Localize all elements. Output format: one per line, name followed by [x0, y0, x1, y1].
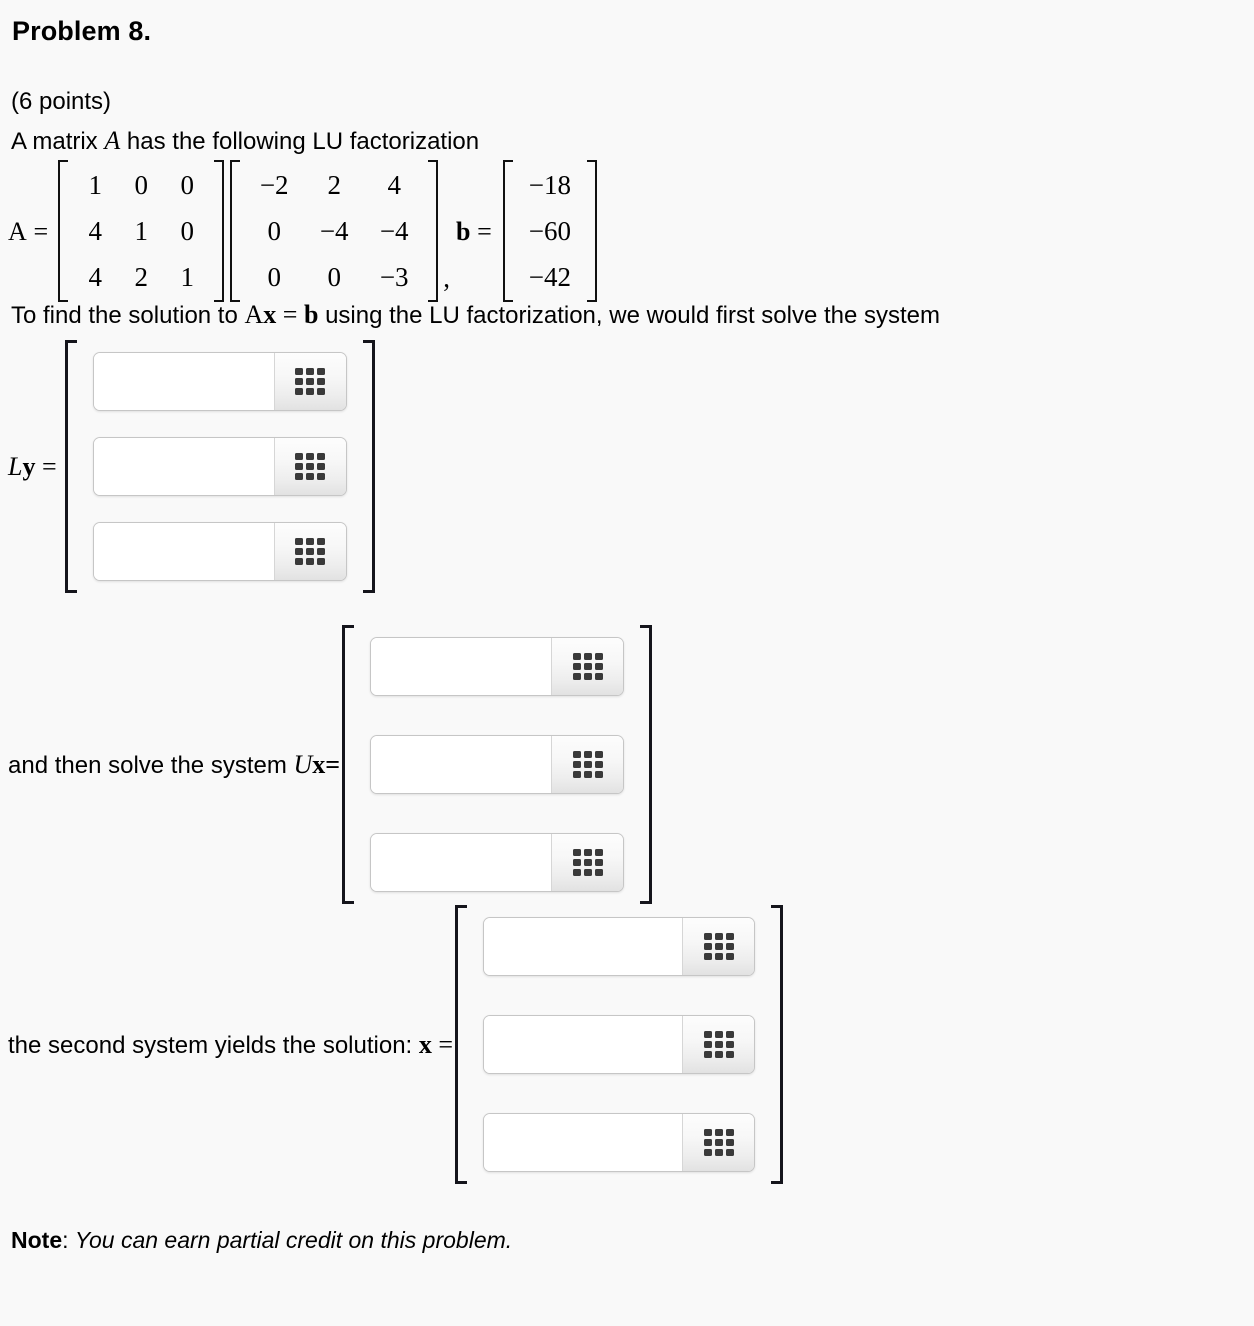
matrix-palette-button[interactable]	[274, 353, 346, 410]
answer-vector-ux	[8, 625, 654, 904]
bracket-right	[638, 625, 654, 904]
answer-field-row-1[interactable]	[370, 637, 624, 696]
matrix-cell: −4	[319, 216, 349, 246]
bracket-right	[769, 905, 785, 1184]
symbol-x: x	[418, 1029, 432, 1059]
grid-3x3-icon	[573, 849, 603, 876]
symbol-U: U	[293, 749, 313, 779]
bracket-left	[453, 905, 469, 1184]
answer-input[interactable]	[371, 638, 551, 695]
bracket-left	[55, 160, 68, 302]
matrix-cell: 1	[88, 170, 102, 200]
matrix-cell: −3	[379, 262, 409, 292]
intro-prefix: A matrix	[11, 128, 105, 155]
matrix-cell: 1	[134, 216, 148, 246]
grid-3x3-icon	[704, 933, 734, 960]
matrix-U	[227, 160, 441, 302]
matrix-palette-button[interactable]	[274, 523, 346, 580]
matrix-palette-button[interactable]	[682, 1016, 754, 1073]
grid-3x3-icon	[573, 653, 603, 680]
answer-field-row-1[interactable]	[483, 917, 755, 976]
matrix-cell: 4	[88, 216, 102, 246]
page-title: Problem 8.	[12, 16, 152, 46]
matrix-cell: 4	[387, 170, 401, 200]
matrix-cell: 0	[134, 170, 148, 200]
matrix-palette-button[interactable]	[274, 438, 346, 495]
matrix-cell: 4	[88, 262, 102, 292]
bracket-right	[587, 160, 600, 302]
answer-field-row-2[interactable]	[370, 735, 624, 794]
matrix-cell: −42	[528, 262, 571, 292]
note-text: Note: You can earn partial credit on this problem.	[11, 1227, 513, 1253]
matrix-palette-button[interactable]	[551, 736, 623, 793]
matrix-cell: 0	[180, 170, 194, 200]
matrix-cell: 0	[267, 262, 281, 292]
grid-3x3-icon	[573, 751, 603, 778]
answer-vector-x	[8, 905, 785, 1184]
points-label: (6 points)	[11, 88, 112, 115]
grid-3x3-icon	[295, 368, 325, 395]
intro-text	[11, 126, 479, 156]
symbol-x: x	[263, 300, 277, 329]
matrix-palette-button[interactable]	[551, 834, 623, 891]
matrix-cell: 2	[134, 262, 148, 292]
answer-field-row-1[interactable]	[93, 352, 347, 411]
note-label: Note	[11, 1227, 63, 1253]
answer-input[interactable]	[94, 353, 274, 410]
matrix-palette-button[interactable]	[682, 1114, 754, 1171]
matrix-cell: −2	[259, 170, 289, 200]
symbol-x-equals: x=	[312, 749, 341, 779]
note-body: You can earn partial credit on this problem.	[74, 1227, 513, 1253]
matrix-cell: −4	[379, 216, 409, 246]
answer-input[interactable]	[371, 736, 551, 793]
grid-3x3-icon	[704, 1129, 734, 1156]
bracket-left	[500, 160, 513, 302]
bracket-left	[63, 340, 79, 593]
answer-rows	[356, 625, 638, 904]
matrix-L	[55, 160, 227, 302]
matrix-cell: 0	[180, 216, 194, 246]
symbol-A: A	[244, 300, 264, 329]
answer-input[interactable]	[94, 523, 274, 580]
intro-suffix: has the following LU factorization	[120, 128, 480, 155]
answer-input[interactable]	[371, 834, 551, 891]
symbol-b: b	[303, 300, 319, 329]
bracket-left	[227, 160, 240, 302]
answer-field-row-3[interactable]	[93, 522, 347, 581]
ux-label: and then solve the system Ux=	[8, 749, 341, 779]
vector-b	[500, 160, 600, 302]
matrix-a-symbol: A	[104, 126, 121, 155]
bracket-right	[214, 160, 227, 302]
matrix-cell: 0	[327, 262, 341, 292]
grid-3x3-icon	[704, 1031, 734, 1058]
matrix-cell: −60	[528, 216, 571, 246]
matrix-cell: 2	[327, 170, 341, 200]
matrix-cell: 1	[180, 262, 194, 292]
matrix-cell: 0	[267, 216, 281, 246]
grid-3x3-icon	[295, 453, 325, 480]
answer-field-row-2[interactable]	[483, 1015, 755, 1074]
vector-b-label: b =	[455, 216, 492, 246]
x-solution-label: the second system yields the solution: x =	[8, 1029, 454, 1059]
bracket-right	[361, 340, 377, 593]
answer-input[interactable]	[484, 1114, 682, 1171]
bracket-left	[340, 625, 356, 904]
answer-input[interactable]	[484, 1016, 682, 1073]
equation-a-label: A =	[8, 216, 49, 246]
instruction-line-1: To find the solution to Ax = b using the LU factorization, we would first solve the system	[11, 300, 941, 329]
answer-input[interactable]	[94, 438, 274, 495]
answer-rows	[79, 340, 361, 593]
answer-rows	[469, 905, 769, 1184]
matrix-palette-button[interactable]	[682, 918, 754, 975]
grid-3x3-icon	[295, 538, 325, 565]
answer-field-row-2[interactable]	[93, 437, 347, 496]
answer-vector-ly	[8, 340, 377, 593]
matrix-palette-button[interactable]	[551, 638, 623, 695]
answer-field-row-3[interactable]	[370, 833, 624, 892]
answer-input[interactable]	[484, 918, 682, 975]
lu-factorization-equation	[8, 160, 600, 302]
bracket-right	[428, 160, 441, 302]
answer-field-row-3[interactable]	[483, 1113, 755, 1172]
matrix-cell: −18	[528, 170, 571, 200]
equation-comma: ,	[443, 263, 450, 293]
ly-label: Ly =	[8, 452, 57, 481]
